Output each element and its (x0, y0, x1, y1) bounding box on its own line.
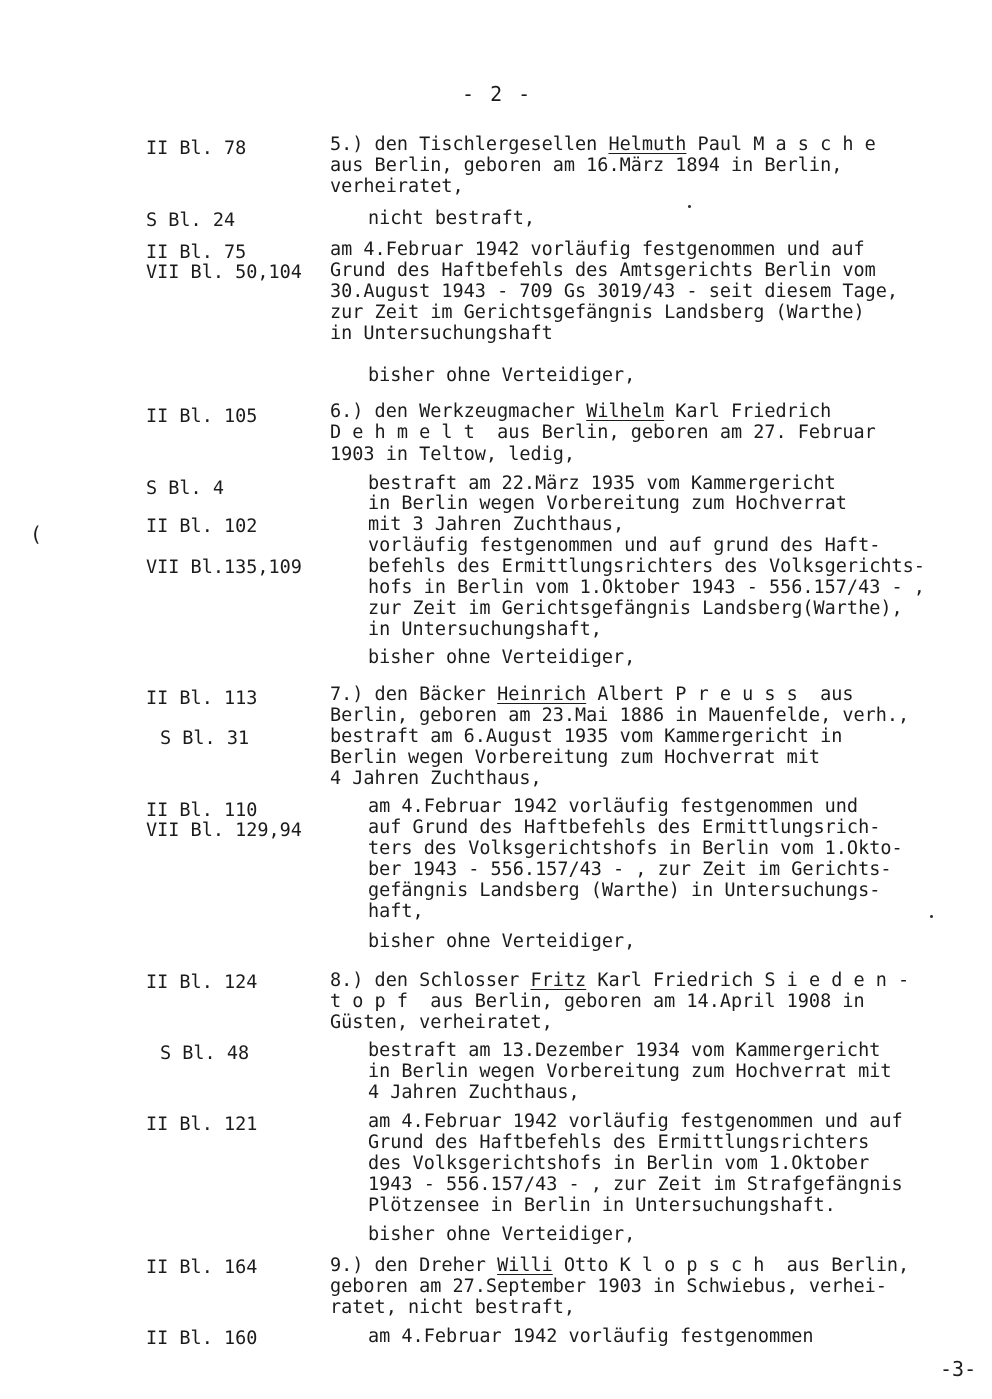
line-prefix: 5.) den Tischlergesellen (330, 134, 609, 155)
text-line: 1943 - 556.157/43 - , zur Zeit im Strafgefängnis (368, 1174, 903, 1195)
text-line: hofs in Berlin vom 1.Oktober 1943 - 556.157/43 - , (368, 577, 925, 598)
text-line: Güsten, verheiratet, (330, 1012, 553, 1033)
text-line: auf Grund des Haftbefehls des Ermittlungsrich- (368, 817, 881, 838)
reference-label: II Bl. 110 (146, 800, 258, 821)
text-line: zur Zeit im Gerichtsgefängnis Landsberg (Warthe) (330, 302, 865, 323)
text-line (330, 970, 909, 992)
text-line: bisher ohne Verteidiger, (368, 365, 636, 386)
underlined-first-name: Helmuth (608, 134, 687, 155)
line-prefix: 8.) den Schlosser (330, 970, 531, 991)
line-prefix: 6.) den Werkzeugmacher (330, 401, 587, 422)
underlined-first-name: Wilhelm (586, 401, 665, 422)
text-line: am 4.Februar 1942 vorläufig festgenommen (368, 1326, 814, 1347)
text-line: in Berlin wegen Vorbereitung zum Hochverrat mit (368, 1061, 892, 1082)
line-prefix: 9.) den Dreher (330, 1255, 498, 1276)
page-number: - 2 - (462, 82, 533, 106)
ink-speck (930, 915, 933, 918)
reference-label: S Bl. 24 (146, 210, 236, 231)
underlined-first-name: Willi (497, 1255, 553, 1276)
text-line: 4 Jahren Zuchthaus, (368, 1082, 580, 1103)
underlined-first-name: Fritz (530, 970, 587, 991)
reference-label: S Bl. 31 (160, 728, 250, 749)
text-line (330, 401, 831, 423)
text-line: in Untersuchungshaft (330, 323, 553, 344)
text-line: Grund des Haftbefehls des Amtsgerichts Berlin vom (330, 260, 876, 281)
text-line: 4 Jahren Zuchthaus, (330, 768, 542, 789)
text-line: nicht bestraft, (368, 208, 536, 229)
text-line: des Volksgerichtshofs in Berlin vom 1.Oktober (368, 1153, 870, 1174)
text-line: Berlin, geboren am 23.Mai 1886 in Mauenfelde, verh., (330, 705, 910, 726)
text-line: in Untersuchungshaft, (368, 619, 602, 640)
line-suffix: Karl Friedrich S i e d e n - (586, 970, 910, 991)
reference-label: II Bl. 124 (146, 972, 258, 993)
text-line: am 4.Februar 1942 vorläufig festgenommen und auf (330, 239, 865, 260)
text-line: Grund des Haftbefehls des Ermittlungsrichters (368, 1132, 870, 1153)
ink-speck (688, 205, 691, 208)
reference-label: VII Bl. 129,94 (146, 820, 302, 841)
line-suffix: Albert P r e u s s aus (586, 684, 854, 705)
reference-label: II Bl. 102 (146, 516, 258, 537)
text-line: gefängnis Landsberg (Warthe) in Untersuchungs- (368, 880, 881, 901)
text-line: am 4.Februar 1942 vorläufig festgenommen und auf (368, 1111, 903, 1132)
text-line: bestraft am 6.August 1935 vom Kammergericht in (330, 726, 843, 747)
continuation-marker: -3- (940, 1357, 977, 1381)
text-line: haft, (368, 901, 424, 922)
text-line: mit 3 Jahren Zuchthaus, (368, 514, 625, 535)
text-line: befehls des Ermittlungsrichters des Volksgerichts- (368, 556, 925, 577)
margin-mark: ( (30, 522, 43, 546)
text-line: ratet, nicht bestraft, (330, 1297, 576, 1318)
reference-label: S Bl. 48 (160, 1043, 250, 1064)
text-line: t o p f aus Berlin, geboren am 14.April 1908 in (330, 991, 865, 1012)
line-suffix: Otto K l o p s c h aus Berlin, (552, 1255, 910, 1276)
text-line: in Berlin wegen Vorbereitung zum Hochverrat (368, 493, 847, 514)
reference-label: II Bl. 105 (146, 406, 258, 427)
text-line: 1903 in Teltow, ledig, (330, 444, 576, 465)
reference-label: II Bl. 160 (146, 1328, 258, 1349)
text-line: D e h m e l t aus Berlin, geboren am 27. Februar (330, 422, 876, 443)
text-line: geboren am 27.September 1903 in Schwiebus, verhei- (330, 1276, 887, 1297)
text-line: bestraft am 13.Dezember 1934 vom Kammergericht (368, 1040, 881, 1061)
text-line: bisher ohne Verteidiger, (368, 647, 636, 668)
text-line: Plötzensee in Berlin in Untersuchungshaft. (368, 1195, 836, 1216)
reference-label: II Bl. 78 (146, 138, 247, 159)
underlined-first-name: Heinrich (497, 684, 587, 705)
text-line: zur Zeit im Gerichtsgefängnis Landsberg(Warthe), (368, 598, 903, 619)
text-line: am 4.Februar 1942 vorläufig festgenommen und (368, 796, 859, 817)
line-suffix: Karl Friedrich (664, 401, 832, 422)
line-prefix: 7.) den Bäcker (330, 684, 498, 705)
text-line: bisher ohne Verteidiger, (368, 1224, 636, 1245)
text-line: bisher ohne Verteidiger, (368, 931, 636, 952)
reference-label: II Bl. 113 (146, 688, 258, 709)
text-line: verheiratet, (330, 176, 464, 197)
reference-label: VII Bl.135,109 (146, 557, 302, 578)
text-line: ters des Volksgerichtshofs in Berlin vom 1.Okto- (368, 838, 903, 859)
text-line (330, 684, 854, 706)
reference-label: VII Bl. 50,104 (146, 262, 302, 283)
text-line (330, 134, 876, 156)
text-line: vorläufig festgenommen und auf grund des Haft- (368, 535, 881, 556)
reference-label: S Bl. 4 (146, 478, 224, 499)
text-line: 30.August 1943 - 709 Gs 3019/43 - seit diesem Tage, (330, 281, 899, 302)
reference-label: II Bl. 75 (146, 242, 247, 263)
text-line: Berlin wegen Vorbereitung zum Hochverrat mit (330, 747, 821, 768)
reference-label: II Bl. 164 (146, 1257, 258, 1278)
text-line: bestraft am 22.März 1935 vom Kammergericht (368, 473, 836, 494)
text-line (330, 1255, 909, 1277)
text-line: aus Berlin, geboren am 16.März 1894 in Berlin, (330, 155, 843, 176)
reference-label: II Bl. 121 (146, 1114, 258, 1135)
text-line: ber 1943 - 556.157/43 - , zur Zeit im Gerichts- (368, 859, 892, 880)
line-suffix: Paul M a s c h e (686, 134, 876, 155)
